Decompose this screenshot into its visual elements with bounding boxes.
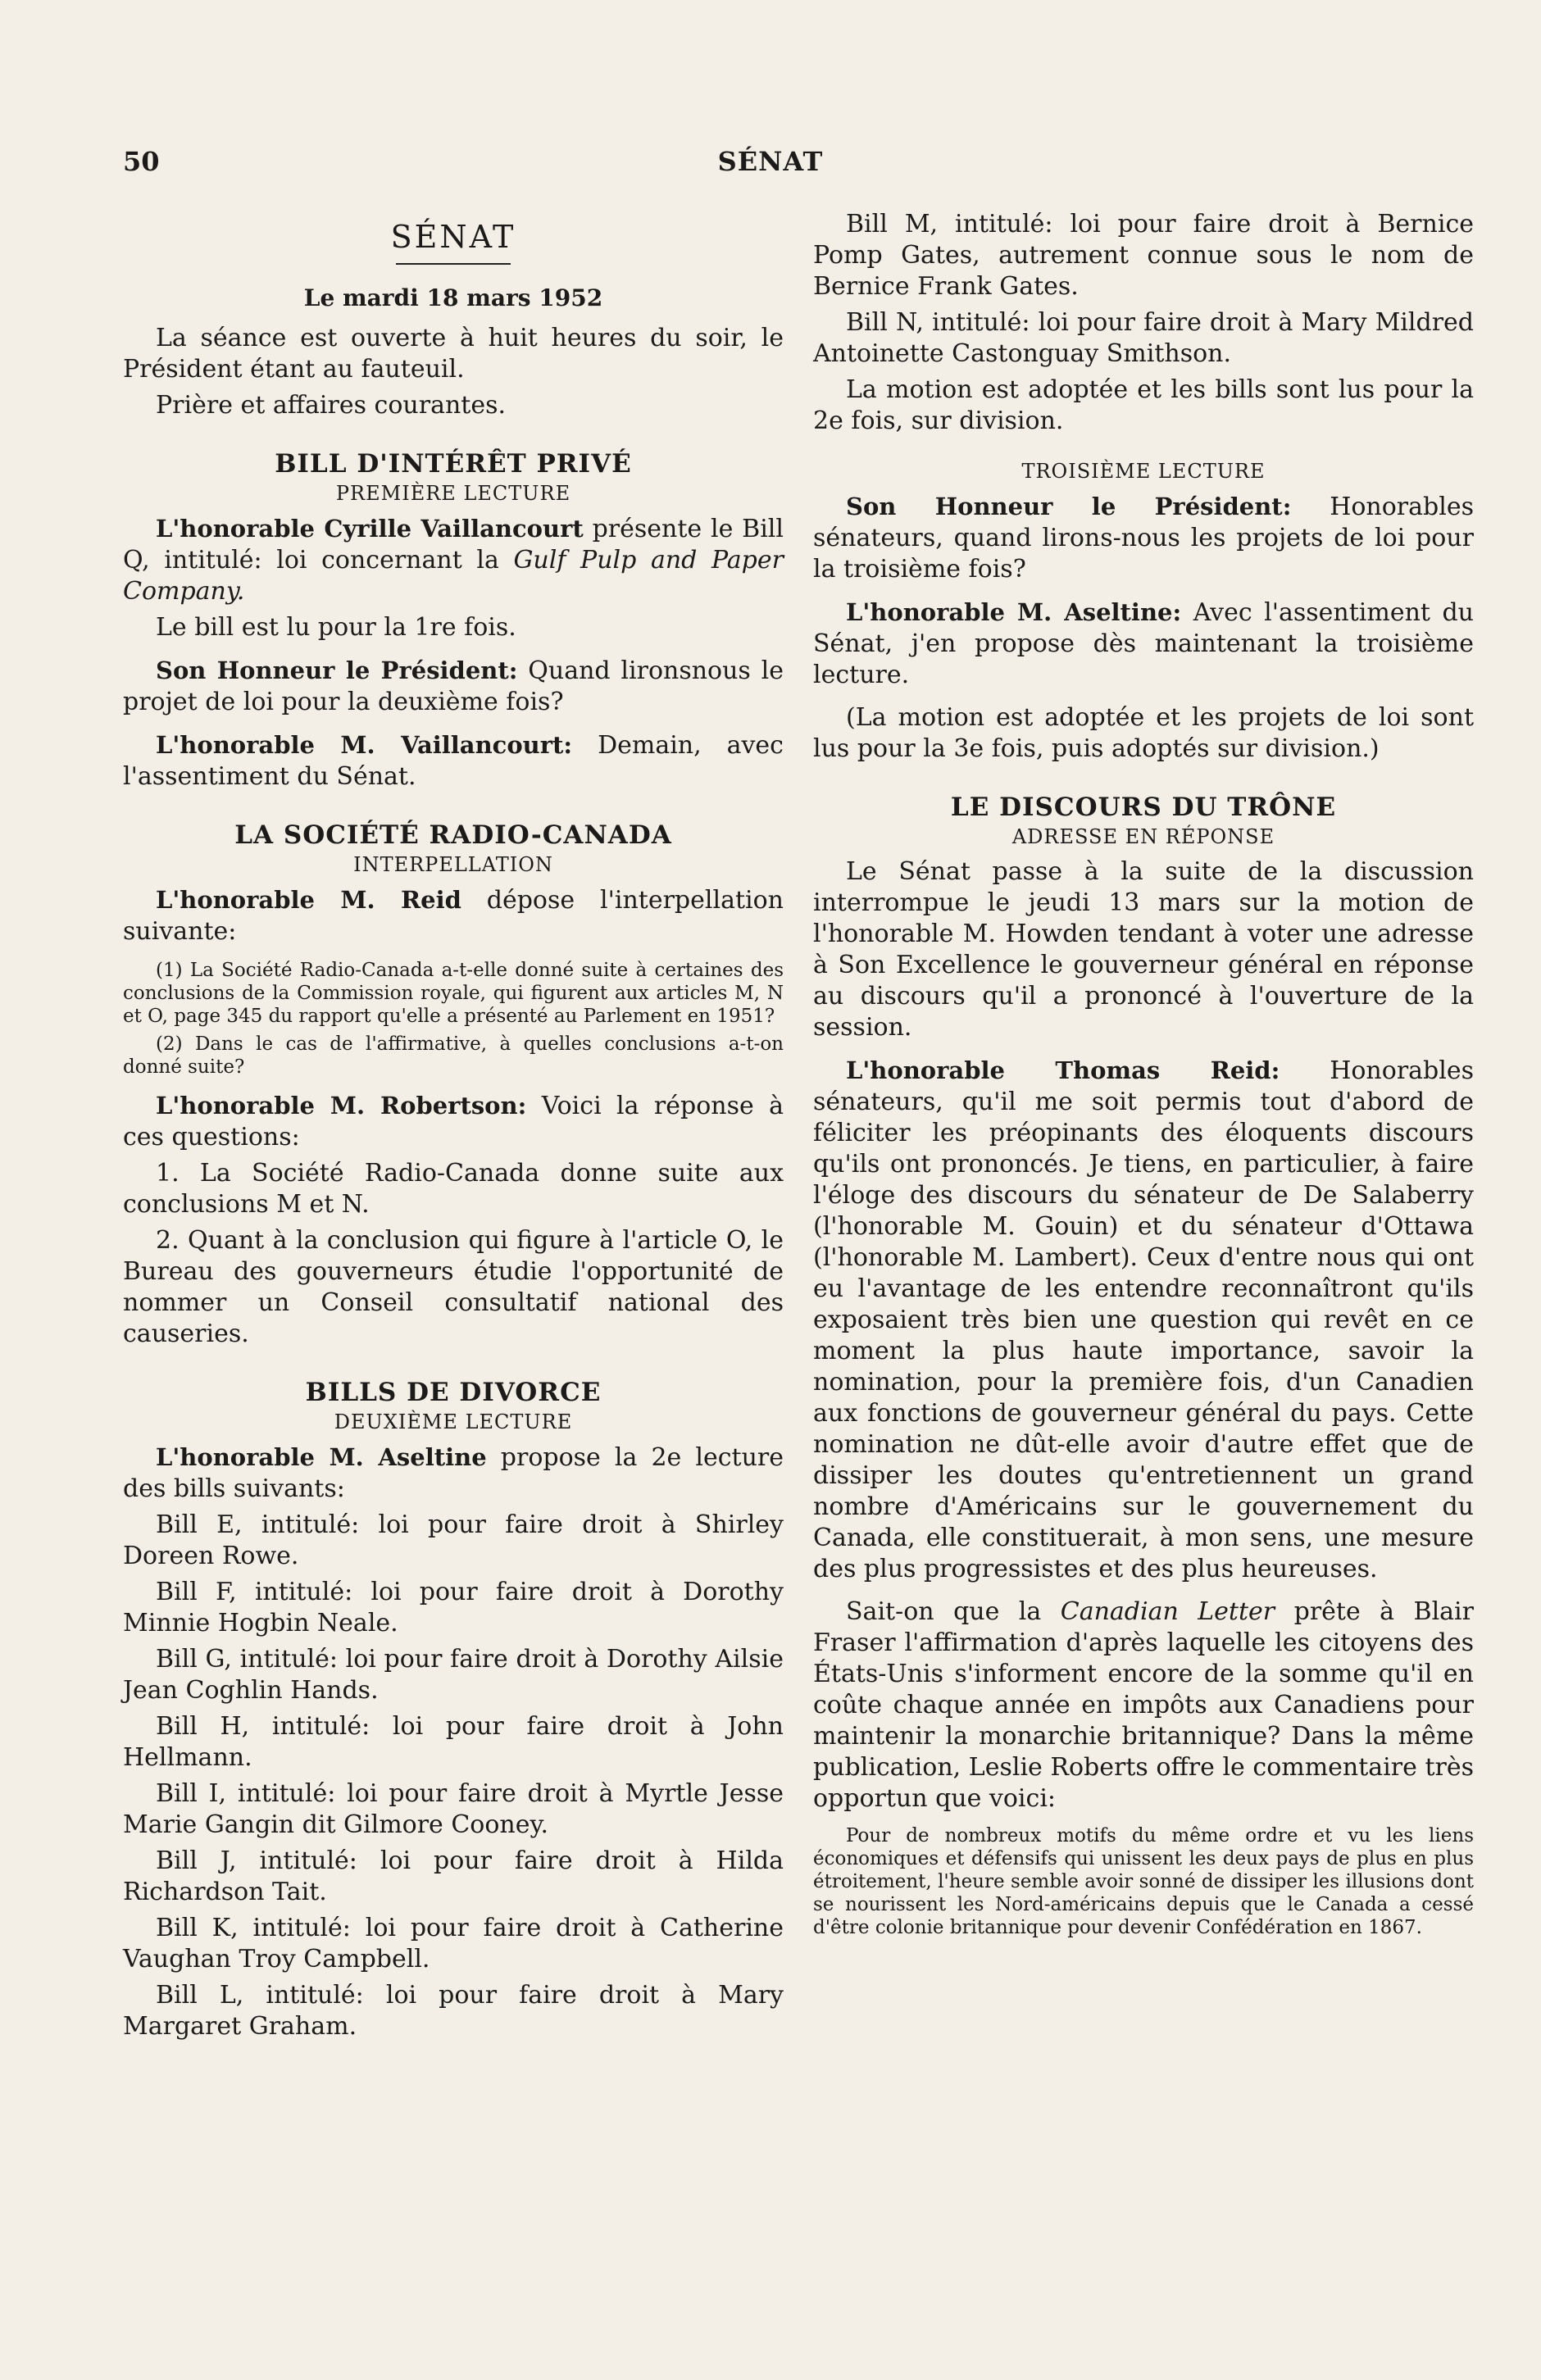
bill-item: Bill K, intitulé: loi pour faire droit à Catherine Vaughan Troy Campbell.: [123, 1914, 784, 1973]
running-title: SÉNAT: [717, 146, 824, 177]
paragraph: L'honorable M. Aseltine propose la 2e lecture des bills suivants:: [123, 1443, 784, 1503]
speaker-name: L'honorable M. Vaillancourt:: [156, 731, 573, 759]
section-title-divorce-bills: BILLS DE DIVORCE: [305, 1378, 602, 1407]
subsection-address-reply: ADRESSE EN RÉPONSE: [1011, 825, 1275, 848]
subsection-second-reading: DEUXIÈME LECTURE: [334, 1410, 573, 1433]
paragraph: L'honorable M. Reid dépose l'interpellation suivante:: [123, 886, 784, 946]
section-title-radio-canada: LA SOCIÉTÉ RADIO-CANADA: [234, 820, 672, 850]
opening-paragraph: La séance est ouverte à huit heures du soir, le Président étant au fauteuil.: [123, 324, 784, 384]
publication-name: Canadian Letter: [1060, 1597, 1275, 1626]
speaker-name: L'honorable Thomas Reid:: [846, 1056, 1280, 1084]
question-2: (2) Dans le cas de l'affirmative, à quelles conclusions a-t-on donné suite?: [123, 1033, 784, 1078]
speaker-name: L'honorable M. Aseltine: [156, 1443, 487, 1471]
speaker-name: L'honorable M. Reid: [156, 886, 461, 914]
bill-item: Bill L, intitulé: loi pour faire droit à Mary Margaret Graham.: [123, 1981, 784, 2041]
quoted-passage: Pour de nombreux motifs du même ordre et vu les liens économiques et défensifs qui unissent les deux pays de plus en plus étroitement, l'heure semble avoir sonné de dissiper les illusions dont se nourissent les Nord-américains depuis que le Canada a cessé d'être colonie britannique pour devenir Confédération en 1867.: [813, 1825, 1474, 1938]
bill-item: Bill J, intitulé: loi pour faire droit à Hilda Richardson Tait.: [123, 1846, 784, 1906]
paragraph: (La motion est adoptée et les projets de loi sont lus pour la 3e fois, puis adoptés sur division.): [813, 703, 1474, 763]
speaker-name: L'honorable M. Aseltine:: [846, 598, 1182, 626]
paragraph: Sait-on que la Canadian Letter prête à Blair Fraser l'affirmation d'après laquelle les citoyens des États-Unis s'informent encore de la somme qu'il en coûte chaque année en impôts aux Canadiens pour maintenir la monarchie britannique? Dans la même publication, Leslie Roberts offre le commentaire très opportun que voici:: [813, 1597, 1474, 1813]
right-column: [813, 209, 1474, 1939]
bill-item: Bill N, intitulé: loi pour faire droit à Mary Mildred Antoinette Castonguay Smithson.: [813, 308, 1474, 368]
main-title: SÉNAT: [390, 219, 516, 255]
paragraph: L'honorable M. Vaillancourt: Demain, avec l'assentiment du Sénat.: [123, 731, 784, 791]
page-header: [123, 146, 1418, 187]
subsection-interpellation: INTERPELLATION: [353, 853, 553, 876]
title-rule: [396, 263, 511, 265]
speaker-name: Son Honneur le Président:: [156, 656, 518, 684]
paragraph: L'honorable M. Robertson: Voici la réponse à ces questions:: [123, 1092, 784, 1151]
paragraph: Le bill est lu pour la 1re fois.: [156, 613, 516, 642]
paragraph: L'honorable Thomas Reid: Honorables sénateurs, qu'il me soit permis tout d'abord de féliciter les préopinants des éloquents discours qu'ils ont prononcés. Je tiens, en particulier, à faire l'éloge des discours du sénateur de De Salaberry (l'honorable M. Gouin) et du sénateur d'Ottawa (l'honorable M. Lambert). Ceux d'entre nous qui ont eu l'avantage de les entendre reconnaîtront qu'ils exposaient très bien une question qui revêt en ce moment la plus haute importance, savoir la nomination, pour la première fois, d'un Canadien aux fonctions de gouverneur général du pays. Cette nomination ne dût-elle avoir d'autre effet que de dissiper les doutes qu'entretiennent un grand nombre d'Américains sur le gouvernement du Canada, elle constituerait, à mon sens, une mesure des plus progressistes et des plus heureuses.: [813, 1056, 1474, 1583]
sitting-date: Le mardi 18 mars 1952: [303, 284, 603, 311]
answer-2: 2. Quant à la conclusion qui figure à l'article O, le Bureau des gouverneurs étudie l'opportunité de nommer un Conseil consultatif national des causeries.: [123, 1226, 784, 1348]
subsection-first-reading: PREMIÈRE LECTURE: [335, 482, 571, 505]
bill-item: Bill F, intitulé: loi pour faire droit à Dorothy Minnie Hogbin Neale.: [123, 1578, 784, 1637]
paragraph: La motion est adoptée et les bills sont lus pour la 2e fois, sur division.: [813, 375, 1474, 435]
paragraph: Son Honneur le Président: Quand lironsnous le projet de loi pour la deuxième fois?: [123, 656, 784, 716]
company-name: Gulf Pulp and Paper Company.: [123, 546, 784, 606]
section-title-throne-speech: LE DISCOURS DU TRÔNE: [950, 793, 1337, 822]
speaker-name: L'honorable M. Robertson:: [156, 1092, 527, 1120]
bill-item: Bill I, intitulé: loi pour faire droit à Myrtle Jesse Marie Gangin dit Gilmore Cooney.: [123, 1779, 784, 1839]
prayers-paragraph: Prière et affaires courantes.: [156, 391, 507, 420]
paragraph: Son Honneur le Président: Honorables sénateurs, quand lirons-nous les projets de loi pour la troisième fois?: [813, 493, 1474, 584]
bill-item: Bill H, intitulé: loi pour faire droit à John Hellmann.: [123, 1712, 784, 1772]
bill-item: Bill E, intitulé: loi pour faire droit à Shirley Doreen Rowe.: [123, 1510, 784, 1570]
answer-1: 1. La Société Radio-Canada donne suite aux conclusions M et N.: [123, 1159, 784, 1219]
subsection-third-reading: TROISIÈME LECTURE: [1021, 460, 1266, 483]
question-1: (1) La Société Radio-Canada a-t-elle donné suite à certaines des conclusions de la Commission royale, qui figurent aux articles M, N et O, page 345 du rapport qu'elle a présenté au Parlement en 1951?: [123, 960, 784, 1027]
speaker-name: Son Honneur le Président:: [846, 493, 1292, 520]
page-number: 50: [123, 146, 160, 177]
section-title-private-bill: BILL D'INTÉRÊT PRIVÉ: [275, 449, 632, 479]
paragraph: Le Sénat passe à la suite de la discussion interrompue le jeudi 13 mars sur la motion de l'honorable M. Howden tendant à voter une adresse à Son Excellence le gouverneur général en réponse au discours qu'il a prononcé à l'ouverture de la session.: [813, 857, 1474, 1042]
paragraph: L'honorable Cyrille Vaillancourt présente le Bill Q, intitulé: loi concernant la Gulf Pulp and Paper Company.: [123, 515, 784, 606]
bill-item: Bill G, intitulé: loi pour faire droit à Dorothy Ailsie Jean Coghlin Hands.: [123, 1645, 784, 1705]
paragraph: L'honorable M. Aseltine: Avec l'assentiment du Sénat, j'en propose dès maintenant la troisième lecture.: [813, 598, 1474, 689]
speaker-name: L'honorable Cyrille Vaillancourt: [156, 515, 584, 543]
left-column: [123, 209, 784, 2042]
bill-item: Bill M, intitulé: loi pour faire droit à Bernice Pomp Gates, autrement connue sous le nom de Bernice Frank Gates.: [813, 210, 1474, 301]
